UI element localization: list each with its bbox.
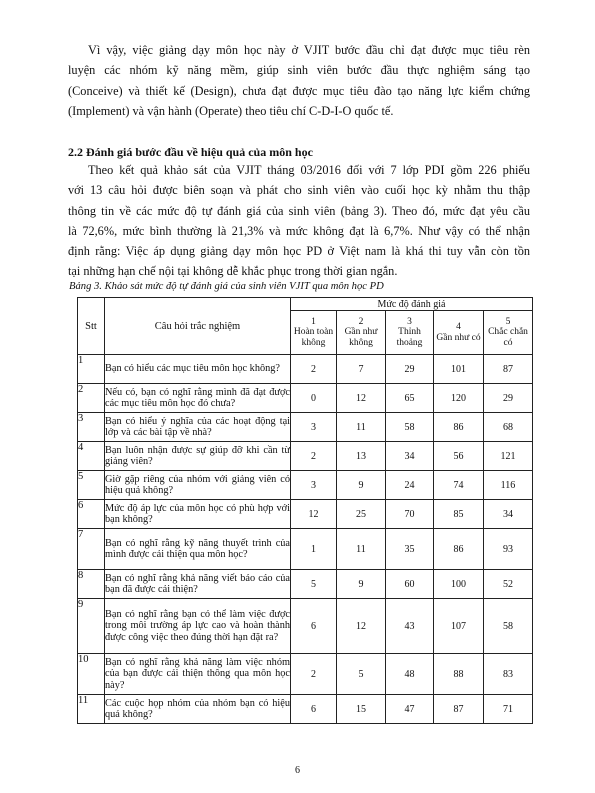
row-value: 29 [386,355,434,384]
survey-table [77,297,533,724]
text-line: tại những hạn chế nội tại không dễ khắc phục trong thời gian ngắn. [68,264,398,279]
row-value: 65 [386,384,434,413]
row-value: 58 [484,599,533,654]
row-stt: 1 [78,355,105,384]
rating-level: 2 Gần như không [337,311,386,355]
row-value: 101 [434,355,484,384]
rating-level: 4 Gần như có [434,311,484,355]
text-line: Vì vậy, việc giảng dạy môn học này ở VJIT bước đầu chỉ đạt được mục tiêu rèn [88,43,530,57]
rating-level: 1 Hoàn toàn không [291,311,337,355]
row-value: 6 [291,695,337,724]
row-stt: 6 [78,500,105,529]
row-question: Bạn có hiểu các mục tiêu môn học không? [105,355,291,384]
text-line: (Implement) và vận hành (Operate) theo tiêu chí C-D-I-O quốc tế. [68,103,394,118]
row-question: Mức độ áp lực của môn học có phù hợp với bạn không? [105,500,291,529]
text-line: thông tin về các mức độ tự đánh giá của sinh viên (bảng 3). Theo đó, mức đạt yêu cầu [68,203,530,218]
row-value: 74 [434,471,484,500]
row-value: 107 [434,599,484,654]
row-stt: 8 [78,570,105,599]
row-value: 121 [484,442,533,471]
intro-paragraph [68,40,530,121]
body-paragraph [68,160,530,282]
row-value: 100 [434,570,484,599]
row-value: 56 [434,442,484,471]
row-value: 60 [386,570,434,599]
row-value: 47 [386,695,434,724]
row-question: Bạn có nghĩ rằng bạn có thể làm việc được trong môi trường áp lực cao và hoàn thành được công việc theo đúng thời hạn đặt ra? [105,599,291,654]
row-question: Bạn có nghĩ rằng khả năng viết báo cáo của bạn đã được cải thiện? [105,570,291,599]
row-value: 52 [484,570,533,599]
row-value: 120 [434,384,484,413]
row-value: 2 [291,355,337,384]
table-row [78,384,533,413]
row-value: 9 [337,570,386,599]
header-rating-group: Mức độ đánh giá [291,298,533,311]
row-value: 2 [291,442,337,471]
row-value: 93 [484,529,533,570]
row-value: 70 [386,500,434,529]
row-value: 29 [484,384,533,413]
row-value: 24 [386,471,434,500]
table-row [78,355,533,384]
page-number: 6 [295,765,300,776]
table-row [78,695,533,724]
row-value: 7 [337,355,386,384]
row-value: 3 [291,413,337,442]
row-stt: 5 [78,471,105,500]
row-value: 6 [291,599,337,654]
row-stt: 11 [78,695,105,724]
row-value: 5 [291,570,337,599]
text-line: là 72,6%, mức bình thường là 21,3% và mức không đạt là 6,7%. Như vậy có thể nhận [68,223,530,238]
row-question: Bạn luôn nhận được sự giúp đỡ khi cần từ giảng viên? [105,442,291,471]
row-value: 68 [484,413,533,442]
table-row [78,529,533,570]
row-question: Nếu có, bạn có nghĩ rằng mình đã đạt được các mục tiêu môn học đó chưa? [105,384,291,413]
row-value: 3 [291,471,337,500]
row-value: 1 [291,529,337,570]
text-line: luyện các nhóm kỹ năng mềm, giúp sinh viên bước đầu thực nghiệm sáng tạo [68,63,530,78]
row-stt: 7 [78,529,105,570]
row-value: 43 [386,599,434,654]
row-stt: 4 [78,442,105,471]
row-value: 15 [337,695,386,724]
table-row [78,413,533,442]
row-value: 25 [337,500,386,529]
row-value: 116 [484,471,533,500]
row-value: 34 [484,500,533,529]
row-value: 0 [291,384,337,413]
row-question: Bạn có hiểu ý nghĩa của các hoạt động tại lớp và các bài tập về nhà? [105,413,291,442]
table-row [78,599,533,654]
row-value: 87 [484,355,533,384]
text-line: định rằng: Việc áp dụng giảng dạy môn học PD ở Việt nam là khá thi tuy vẫn còn tồn [68,244,530,259]
text-line: (Conceive) và thiết kế (Design), chưa đạt được mục tiêu đào tạo năng lực kiểm chứng [68,83,530,98]
header-question: Câu hỏi trắc nghiệm [105,298,291,355]
row-value: 86 [434,413,484,442]
table-caption: Bảng 3. Khảo sát mức độ tự đánh giá của sinh viên VJIT qua môn học PD [69,281,384,292]
row-question: Giờ gặp riêng của nhóm với giảng viên có hiệu quả không? [105,471,291,500]
table-row [78,500,533,529]
table-row [78,442,533,471]
row-value: 87 [434,695,484,724]
row-value: 12 [337,384,386,413]
header-stt: Stt [78,298,105,355]
text-line: với 13 câu hỏi được biên soạn và phát cho sinh viên vào cuối học kỳ nhằm thu thập [68,183,530,198]
row-question: Bạn có nghĩ rằng kỹ năng thuyết trình của mình được cải thiện qua môn học? [105,529,291,570]
row-stt: 10 [78,654,105,695]
row-stt: 3 [78,413,105,442]
row-value: 48 [386,654,434,695]
row-value: 71 [484,695,533,724]
row-value: 12 [337,599,386,654]
rating-level: 3 Thỉnh thoảng [386,311,434,355]
row-value: 12 [291,500,337,529]
rating-level: 5 Chắc chắn có [484,311,533,355]
row-value: 83 [484,654,533,695]
table-row [78,654,533,695]
row-value: 11 [337,529,386,570]
row-question: Các cuộc họp nhóm của nhóm bạn có hiệu quả không? [105,695,291,724]
text-line: Theo kết quả khảo sát của VJIT tháng 03/2016 đối với 7 lớp PDI gồm 226 phiếu [88,163,530,177]
row-value: 2 [291,654,337,695]
row-value: 86 [434,529,484,570]
table-row [78,570,533,599]
row-value: 9 [337,471,386,500]
row-value: 85 [434,500,484,529]
row-value: 11 [337,413,386,442]
row-stt: 2 [78,384,105,413]
row-value: 88 [434,654,484,695]
row-value: 34 [386,442,434,471]
table-row [78,471,533,500]
row-value: 13 [337,442,386,471]
row-question: Bạn có nghĩ rằng khả năng làm việc nhóm của bạn được cải thiện thông qua môn học này? [105,654,291,695]
row-value: 58 [386,413,434,442]
row-stt: 9 [78,599,105,654]
section-heading: 2.2 Đánh giá bước đầu về hiệu quả của môn học [68,145,313,159]
row-value: 5 [337,654,386,695]
row-value: 35 [386,529,434,570]
